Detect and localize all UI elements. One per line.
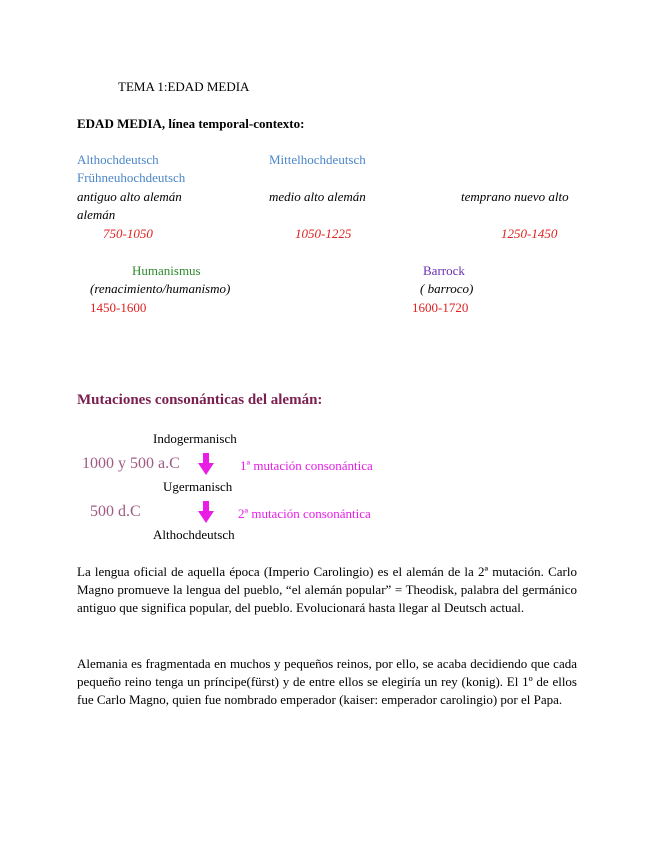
- paragraph-lengua-oficial: La lengua oficial de aquella época (Imperio Carolingio) es el alemán de la 2ª mutación. Carlo Magno promueve la lengua del pueblo, “el alemán popular” = Theodisk, palabra del germánico antiguo que significa popular, del pueblo. Evolucionará hasta llegar al Deutsch actual.: [77, 564, 577, 615]
- years-humanismus: 1450-1600: [90, 300, 147, 315]
- translation-fruhneuhochdeutsch-cont: alemán: [77, 207, 116, 222]
- down-arrow-icon: [198, 453, 214, 475]
- mutations-heading: Mutaciones consonánticas del alemán:: [77, 392, 323, 408]
- years-althochdeutsch: 750-1050: [103, 226, 153, 241]
- stage-althochdeutsch: Althochdeutsch: [153, 527, 235, 542]
- date-500-dc: 500 d.C: [90, 503, 141, 520]
- period-fruhneuhochdeutsch: Frühneuhochdeutsch: [77, 170, 186, 185]
- period-mittelhochdeutsch: Mittelhochdeutsch: [269, 152, 366, 167]
- period-humanismus: Humanismus: [132, 263, 201, 278]
- period-barrock: Barrock: [423, 263, 465, 278]
- translation-humanismus: (renacimiento/humanismo): [90, 281, 231, 296]
- stage-indogermanisch: Indogermanisch: [153, 431, 237, 446]
- down-arrow-icon: [198, 501, 214, 523]
- timeline-heading: EDAD MEDIA, línea temporal-contexto:: [77, 116, 305, 131]
- period-althochdeutsch: Althochdeutsch: [77, 152, 159, 167]
- years-fruhneuhochdeutsch: 1250-1450: [501, 226, 558, 241]
- stage-ugermanisch: Ugermanisch: [163, 479, 233, 494]
- years-mittelhochdeutsch: 1050-1225: [295, 226, 352, 241]
- translation-fruhneuhochdeutsch: temprano nuevo alto: [461, 189, 569, 204]
- years-barrock: 1600-1720: [412, 300, 469, 315]
- translation-althochdeutsch: antiguo alto alemán: [77, 189, 182, 204]
- translation-barrock: ( barroco): [420, 281, 474, 296]
- translation-mittelhochdeutsch: medio alto alemán: [269, 189, 366, 204]
- date-1000-500-ac: 1000 y 500 a.C: [82, 455, 180, 472]
- mutation-2: 2ª mutación consonántica: [238, 506, 371, 521]
- page-title: TEMA 1:EDAD MEDIA: [118, 79, 250, 94]
- mutation-1: 1ª mutación consonántica: [240, 458, 373, 473]
- paragraph-alemania-reinos: Alemania es fragmentada en muchos y pequeños reinos, por ello, se acaba decidiendo que cada pequeño reino tenga un príncipe(fürst) y de entre ellos se elegiría un rey (konig). El 1º de ellos fue Carlo Magno, quien fue nombrado emperador (kaiser: emperador carolingio) por el Papa.: [77, 656, 577, 707]
